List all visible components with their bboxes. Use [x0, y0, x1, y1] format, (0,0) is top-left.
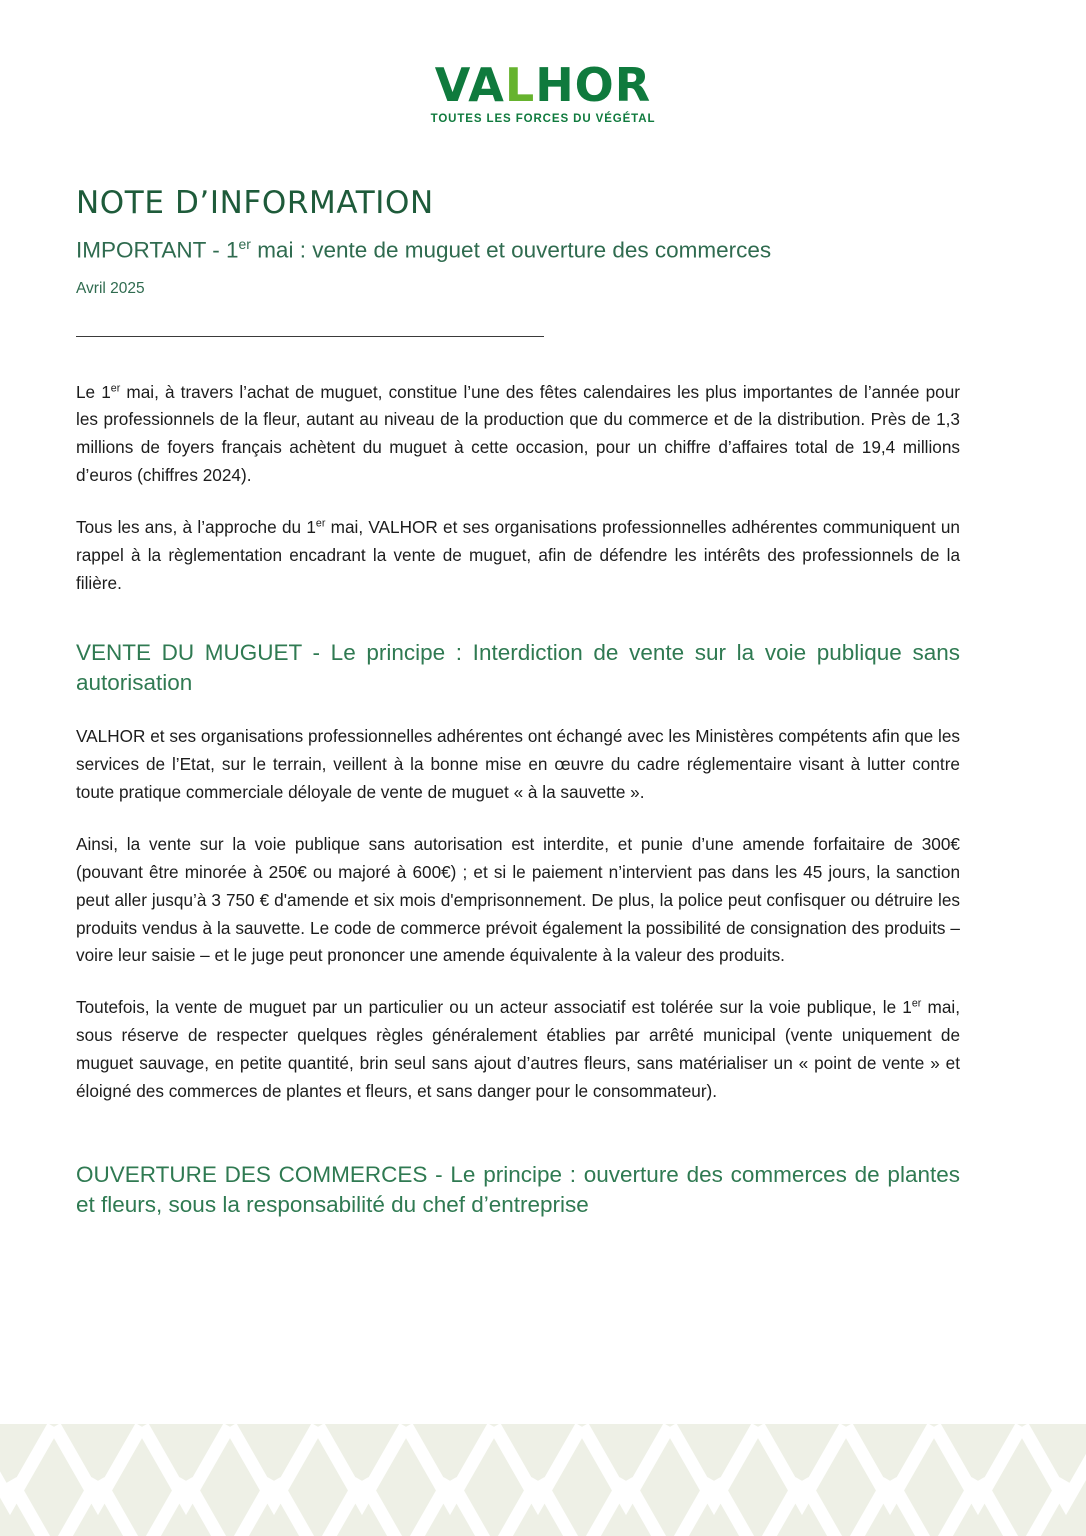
section-heading-vente-muguet: VENTE DU MUGUET - Le principe : Interdiction de vente sur la voie publique sans autorisation: [76, 639, 960, 695]
vente-paragraph-2: Ainsi, la vente sur la voie publique sans autorisation est interdite, et punie d’une amende forfaitaire de 300€ (pouvant être minorée à 250€ ou majoré à 600€) ; et si le paiement n’intervient pas dans les 45 jours, la sanction peut aller jusqu’à 3 750 € d'amende et six mois d'emprisonnement. De plus, la police peut confisquer ou détruire les produits vendus à la sauvette. Le code de commerce prévoit également la possibilité de consignation des produits – voire leur saisie – et le juge peut prononcer une amende équivalente à la valeur des produits.: [76, 834, 960, 966]
intro-paragraph-1: Le 1er mai, à travers l’achat de muguet, constitue l’une des fêtes calendaires les plus importantes de l’année pour les professionnels de la fleur, autant au niveau de la production que du commerce et de la distribution. Près de 1,3 millions de foyers français achètent du muguet à cette occasion, pour un chiffre d’affaires total de 19,4 millions d’euros (chiffres 2024).: [76, 381, 960, 486]
document-date: Avril 2025: [76, 279, 145, 297]
divider: [76, 336, 544, 337]
intro-paragraph-2: Tous les ans, à l’approche du 1er mai, VALHOR et ses organisations professionnelles adhérentes communiquent un rappel à la règlementation encadrant la vente de muguet, afin de défendre les intérêts des professionnels de la filière.: [76, 517, 960, 593]
page-subtitle: IMPORTANT - 1er mai : vente de muguet et ouverture des commerces: [76, 236, 772, 263]
document-body: [76, 186, 960, 1246]
footer-pattern-band: [0, 1424, 1086, 1536]
vente-paragraph-3: Toutefois, la vente de muguet par un particulier ou un acteur associatif est tolérée sur la voie publique, le 1er mai, sous réserve de respecter quelques règles généralement établies par arrêté municipal (vente uniquement de muguet sauvage, en petite quantité, brin seul sans ajout d’autres fleurs, sans matérialiser un « point de vente » et éloigné des commerces de plantes et fleurs, et sans danger pour le consommateur).: [76, 997, 961, 1101]
logo-wordmark-text: VALHOR: [434, 58, 652, 112]
page-title: NOTE D’INFORMATION: [76, 185, 434, 221]
valhor-logo: [0, 58, 1086, 125]
logo-tagline: TOUTES LES FORCES DU VÉGÉTAL: [430, 113, 656, 125]
vente-paragraph-1: VALHOR et ses organisations professionnelles adhérentes ont échangé avec les Ministères compétents afin que les services de l’Etat, sur le terrain, veillent à la bonne mise en œuvre du cadre réglementaire visant à lutter contre toute pratique commerciale déloyale de vente de muguet « à la sauvette ».: [76, 726, 960, 803]
logo-wordmark: [434, 58, 652, 112]
section-heading-ouverture-commerces: OUVERTURE DES COMMERCES - Le principe : ouverture des commerces de plantes et fleurs, sous la responsabilité du chef d’entreprise: [76, 1161, 960, 1217]
